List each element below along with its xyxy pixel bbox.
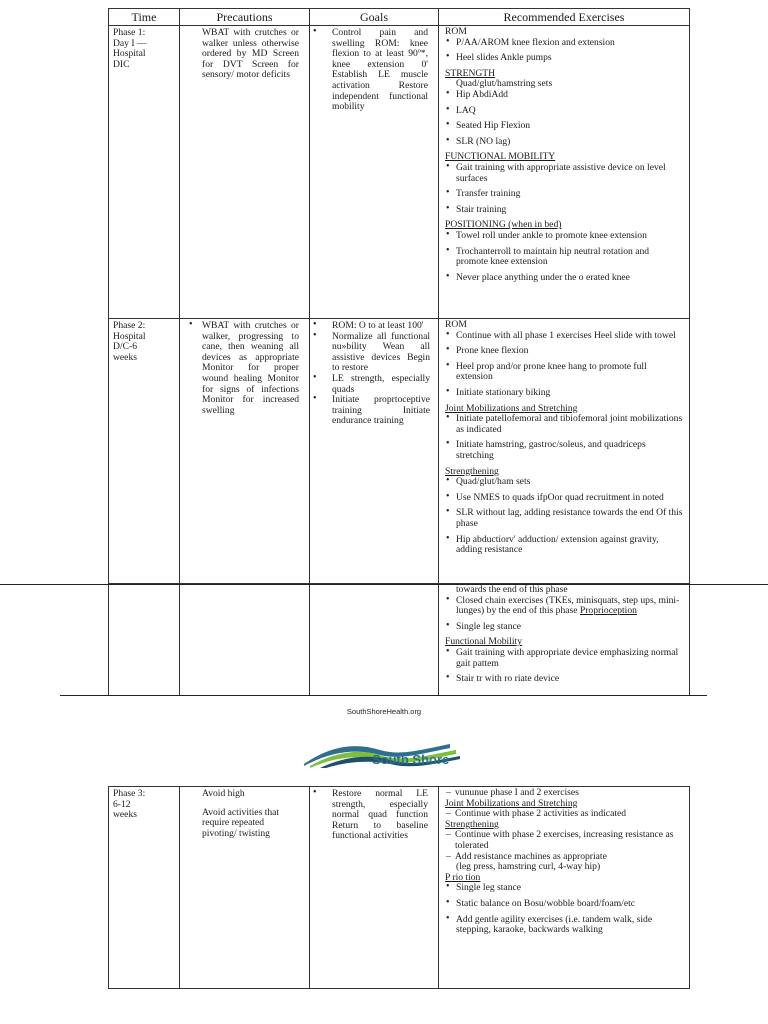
exercise-item: • Add gentle agility exercises (i.e. tandem walk, side stepping, karaoke, backwards walking	[445, 915, 683, 936]
exercise-item: • Stair tr with ro riate device	[445, 674, 683, 685]
exercise-item: • Heel slides Ankle pumps	[445, 53, 683, 64]
table-row-phase-1	[109, 26, 689, 319]
header-time: Time	[131, 10, 157, 24]
exercise-item: • Gait training with appropriate device emphasizing normal gait pattem	[445, 648, 683, 669]
phase-1-precautions: WBAT with crutches or walker unless otherwise ordered by MD Screen for DVT Screen for sensory/ motor deficits	[202, 27, 299, 81]
phase-2-exercises-cell	[438, 319, 689, 583]
phase-3-time: Phase 3: 6-12 weeks	[113, 788, 146, 821]
exercise-item: • Initiate stationary biking	[445, 388, 683, 399]
protocol-table-continued	[108, 585, 690, 695]
phase-2-goal-item: • Normalize all functional nu»bility Wean all assistive devices Begin to restore	[312, 332, 430, 374]
phase-1-exercise-list	[445, 27, 683, 283]
exercise-text: Closed chain exercises (TKEs, minisquats, step ups, mini-lunges) by the end of this phase	[456, 594, 680, 617]
exercise-item: • SLR (NO lag)	[445, 137, 683, 148]
south-shore-logo	[300, 740, 480, 768]
phase-2-precautions: • WBAT with crutches or walker, progressing to cane, then weaning all devices as appropriate Monitor for proper wound healing Monitor for signs of infections Monitor for increased swelling	[188, 321, 299, 416]
phase-2-goal-item: • ROM: O to at least 100'	[312, 321, 430, 332]
exercise-item: • Trochanterroll to maintain hip neutral rotation and promote knee extension	[445, 247, 683, 268]
section-heading: ROM	[445, 26, 467, 37]
footer-website: SouthShoreHealth.org	[346, 707, 422, 716]
exercise-item: • Gait training with appropriate assistive device on level surfaces	[445, 163, 683, 184]
exercise-item: • Initiate patellofemoral and tibiofemoral joint mobilizations as indicated	[445, 414, 683, 435]
phase-2-precautions-cell	[179, 319, 309, 583]
phase-3-exercise-list	[445, 788, 683, 936]
section-heading: Joint Mobilizations and Stretching	[445, 402, 578, 414]
phase-2-precautions-continued	[179, 585, 309, 695]
phase-1-precautions-cell	[179, 26, 309, 318]
section-heading: POSITIONING (when in bed)	[445, 219, 562, 231]
section-heading: Functional Mobility	[445, 636, 523, 648]
exercise-item	[445, 596, 683, 617]
section-heading: Proprioception	[579, 605, 637, 617]
section-heading: Strengthening	[445, 818, 499, 830]
header-goals: Goals	[309, 9, 438, 25]
phase-1-exercises-cell	[438, 26, 689, 318]
phase-2-exercise-list-continued	[445, 585, 683, 685]
exercise-item: – Continue with phase 2 activities as indicated	[445, 809, 683, 820]
phase-2-time-continued	[109, 585, 179, 695]
header-precautions: Precautions	[179, 9, 309, 25]
exercise-item: • Single leg stance	[445, 622, 683, 633]
header-exercises: Recommended Exercises	[438, 9, 689, 25]
exercise-item: • Towel roll under ankle to promote knee extension	[445, 231, 683, 242]
section-heading: ROM	[445, 319, 467, 330]
section-heading: STRENGTH	[445, 67, 496, 79]
phase-2-goal-item: • Initiate proprtoceptive training Initiate endurance training	[312, 395, 430, 427]
table-row-phase-2-continued	[109, 585, 689, 695]
phase-2-exercises-continued	[438, 585, 689, 695]
section-heading: P rio tion	[445, 871, 481, 883]
phase-2-exercise-list	[445, 320, 683, 556]
exercise-item: • Stair training	[445, 205, 683, 216]
exercise-item: • Prone knee flexion	[445, 346, 683, 357]
phase-2-goals-cell	[309, 319, 438, 583]
exercise-item: • SLR without lag, adding resistance towards the end Of this phase	[445, 508, 683, 529]
exercise-item: • LAQ	[445, 106, 683, 117]
exercise-item: – Continue with phase 2 exercises, increasing resistance as tolerated	[445, 830, 683, 851]
exercise-item: • Single leg stance	[445, 883, 683, 894]
phase-2-goal-item: • LE strength, especially quads	[312, 374, 430, 395]
table-row-phase-3	[109, 787, 689, 988]
phase-3-precaution-item: Avoid activities that require repeated pivoting/ twisting	[202, 806, 280, 839]
exercise-item: • Hip AbdiAdd	[445, 90, 683, 101]
logo-text: South Shore	[372, 752, 450, 767]
phase-1-goals: • Control pain and swelling ROM: knee flexion to at least 90º*, knee extension 0' Establish LE muscle activation Restore independent functional mobility	[312, 28, 428, 113]
exercise-item: – Add resistance machines as appropriate	[445, 852, 683, 863]
phase-1-goals-cell	[309, 26, 438, 318]
exercise-item: • Transfer training	[445, 189, 683, 200]
exercise-text: Quad/glut/hamstring sets	[456, 78, 553, 90]
table-header-row	[109, 9, 689, 26]
exercise-text: (leg press, hamstring curl, 4-way hip)	[456, 861, 601, 873]
exercise-item: • Never place anything under the o erated knee	[445, 273, 683, 284]
table-row-phase-2	[109, 319, 689, 583]
section-heading: Strengthening	[445, 465, 499, 477]
exercise-item: • Heel prop and/or prone knee hang to promote full extension	[445, 362, 683, 383]
exercise-item: • Continue with all phase 1 exercises Heel slide with towel	[445, 331, 683, 342]
exercise-item: • Hip abductiorv' adduction/ extension against gravity, adding resistance	[445, 535, 683, 556]
exercise-text: towards the end of this phase	[456, 585, 568, 595]
phase-3-precaution-item: Avoid high	[202, 788, 245, 799]
phase-2-goals-continued	[309, 585, 438, 695]
exercise-item: • Static balance on Bosu/wobble board/foam/etc	[445, 899, 683, 910]
phase-2-goals	[312, 321, 430, 427]
protocol-table-top	[108, 8, 690, 584]
exercise-item: • Initiate hamstring, gastroc/soleus, and quadriceps stretching	[445, 440, 683, 461]
exercise-item: • Use NMES to quads ifpOor quad recruitment in noted	[445, 493, 683, 504]
phase-3-goals-cell	[309, 787, 438, 988]
page-bottom-line	[60, 695, 707, 696]
section-heading: FUNCTIONAL MOBILITY	[445, 151, 556, 163]
exercise-item: – vununue phase I and 2 exercises	[445, 788, 683, 799]
phase-1-time: Phase 1: Day I — Hospital DIC	[113, 27, 147, 70]
exercise-item: • P/AA/AROM knee flexion and extension	[445, 38, 683, 49]
exercise-item: • Seated Hip Flexion	[445, 121, 683, 132]
section-heading: Joint Mobilizations and Stretching	[445, 797, 578, 809]
protocol-table-phase-3	[108, 786, 690, 989]
phase-2-time: Phase 2: Hospital D/C-6 weeks	[113, 320, 146, 363]
phase-3-exercises-cell	[438, 787, 689, 988]
phase-3-precautions-cell	[179, 787, 309, 988]
exercise-item: • Quad/glut/ham sets	[445, 477, 683, 488]
phase-3-goals: • Restore normal LE strength, especially normal quad function Return to baseline functional activities	[312, 789, 428, 842]
